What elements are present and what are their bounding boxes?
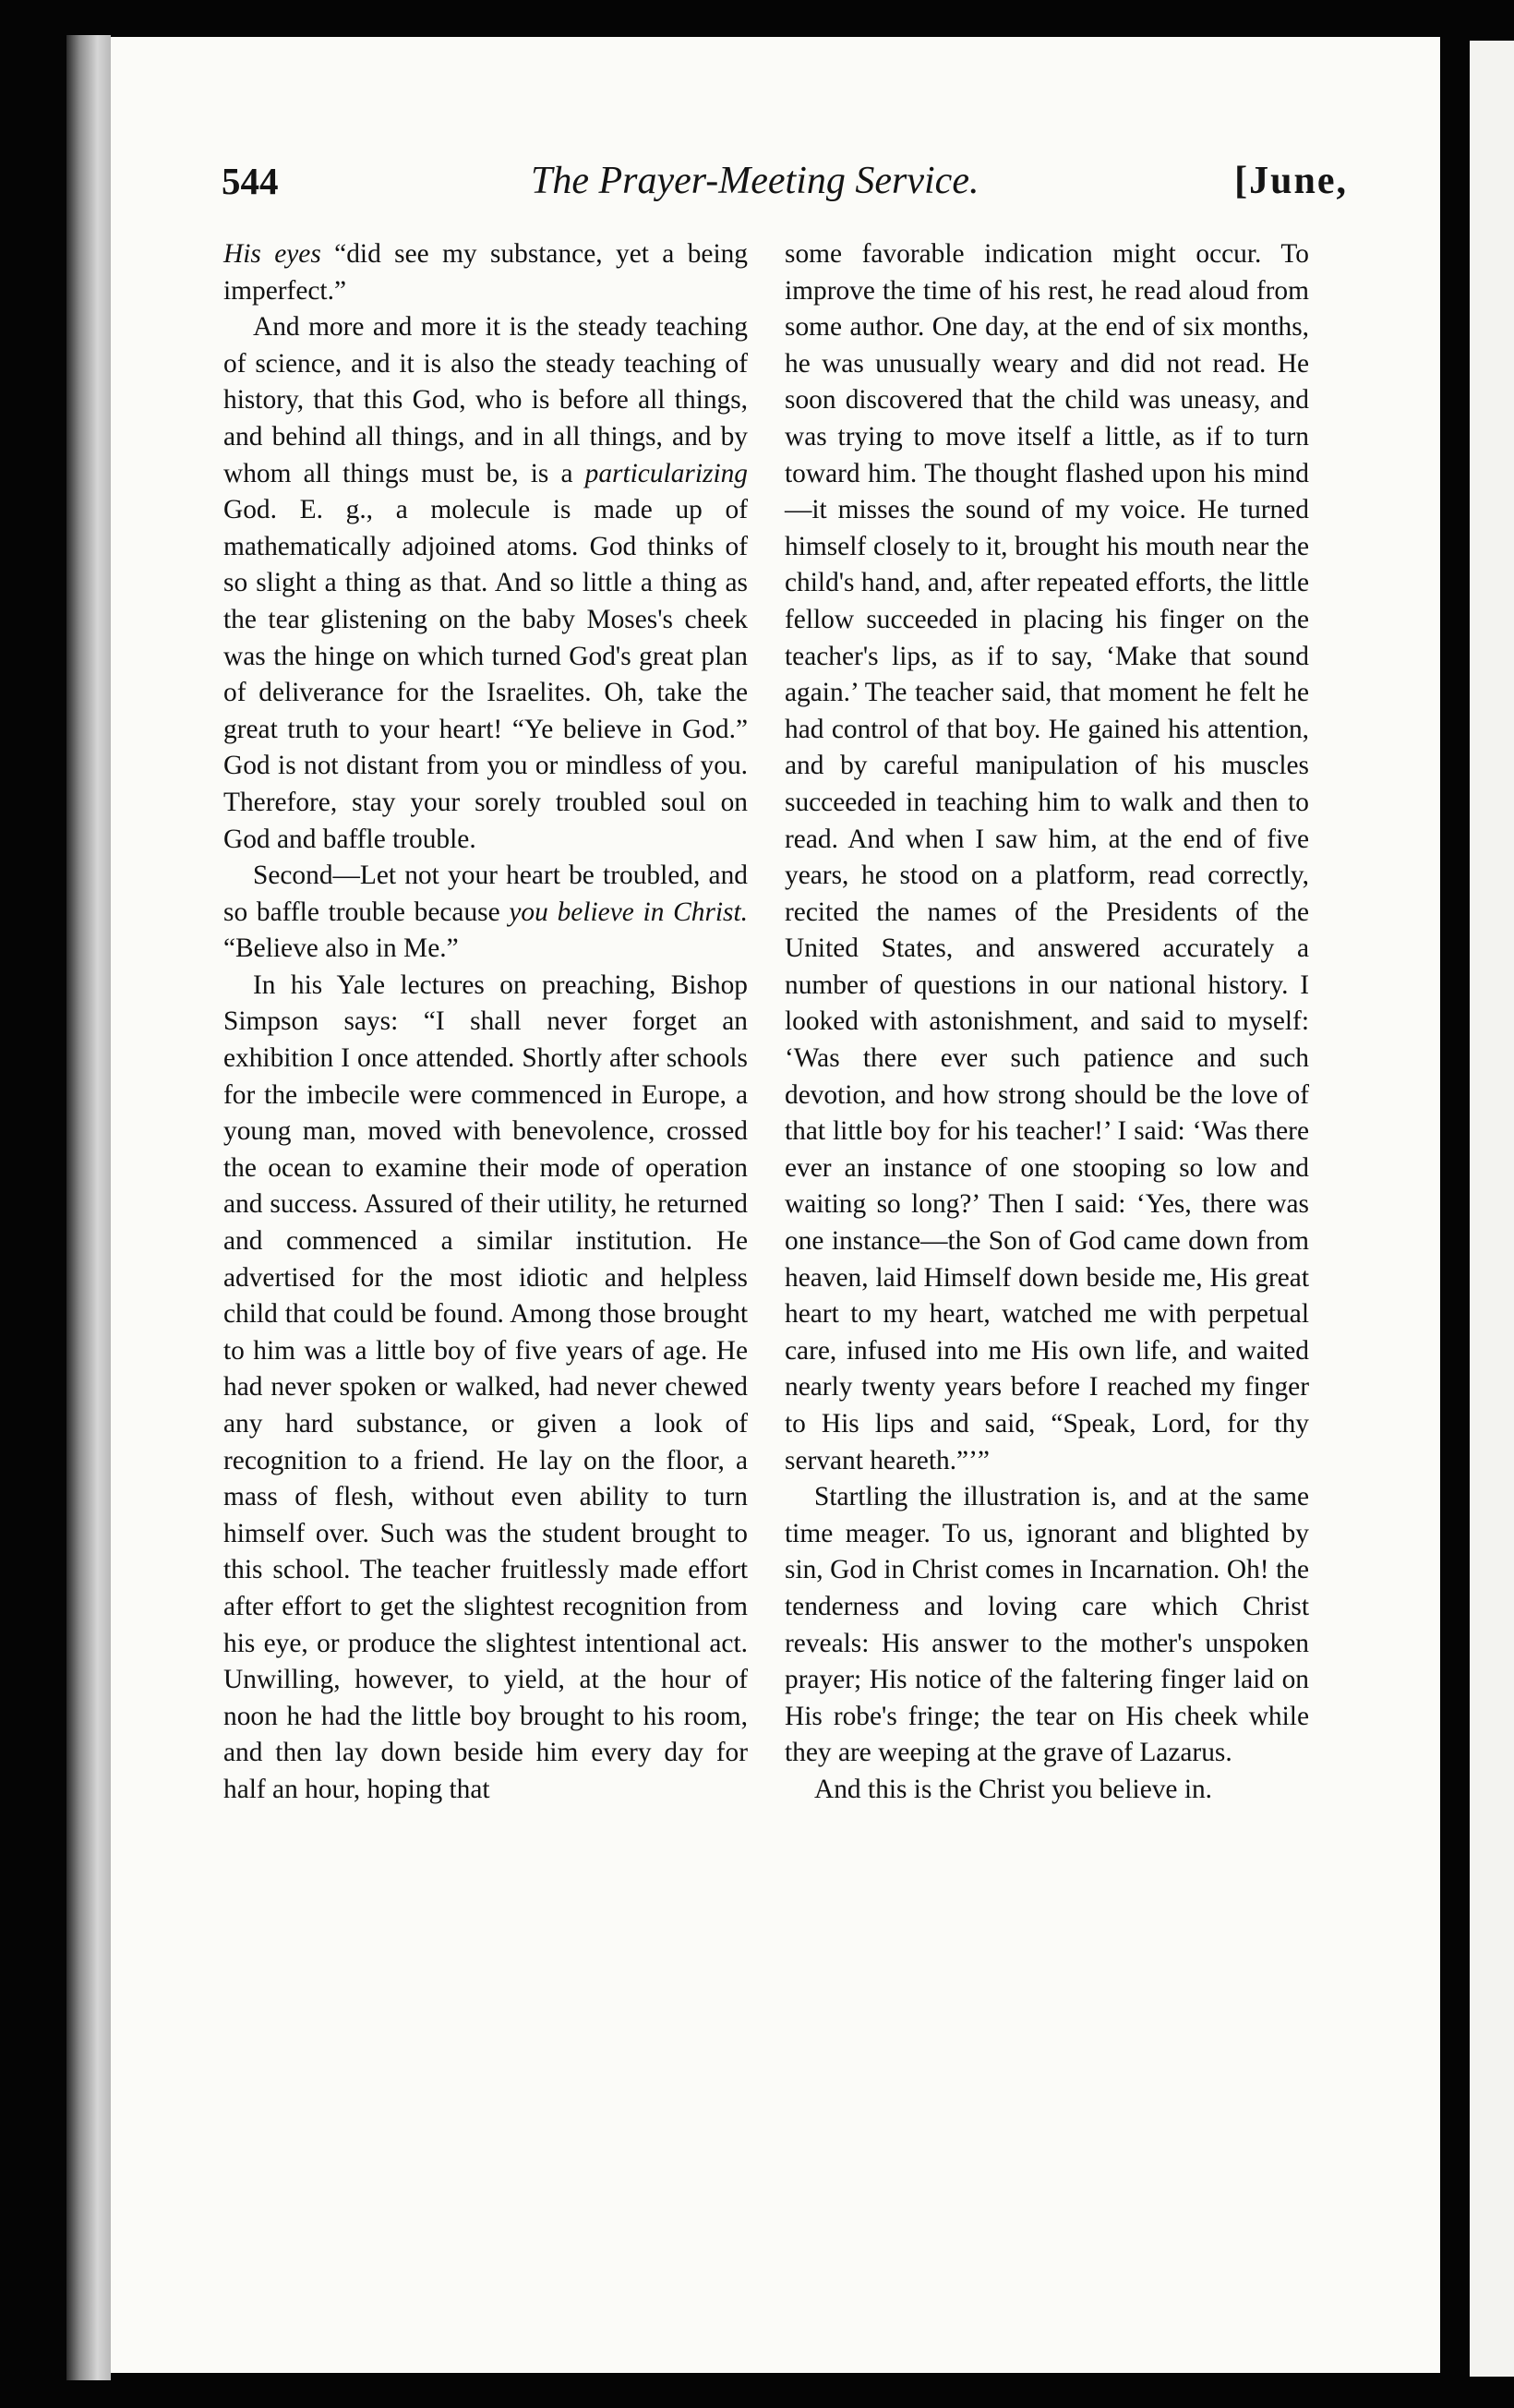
paragraph: His eyes “did see my substance, yet a being imperfect.”: [223, 239, 749, 306]
right-column: [785, 236, 1309, 1809]
paragraph: In his Yale lectures on preaching, Bishop Simpson says: “I shall never forget an exhibition I once attended. Shortly after schools for the imbecile were commenced in Europe, a young man, moved with benevolence, crossed the ocean to examine their mode of operation and success. Assured of their utility, he returned and commenced a similar institution. He advertised for the most idiotic and helpless child that could be found. Among those brought to him was a little boy of five years of age. He had never spoken or walked, had never chewed any hard substance, or given a look of recognition to a friend. He lay on the floor, a mass of flesh, without even ability to turn himself over. Such was the student brought to this school. The teacher fruitlessly made effort after effort to get the slightest recognition from his eye, or produce the slightest intentional act. Unwilling, however, to yield, at the hour of noon he had the little boy brought to his room, and then lay down beside him every day for half an hour, hoping that: [223, 969, 748, 1804]
paragraph: some favorable indication might occur. To improve the time of his rest, he read aloud from some author. One day, at the end of six months, he was unusually weary and did not read. He soon discovered that the child was uneasy, and was trying to move itself a little, as if to turn toward him. The thought flashed upon his mind—it misses the sound of my voice. He turned himself closely to it, brought his mouth near the child's hand, and, after repeated efforts, the little fellow succeeded in placing his finger on the teacher's lips, as if to say, ‘Make that sound again.’ The teacher said, that moment he felt he had control of that boy. He gained his attention, and by careful manipulation of his muscles succeeded in teaching him to walk and then to read. And when I saw him, at the end of five years, he stood on a platform, read correctly, recited the names of the Presidents of the United States, and answered accurately a number of questions in our national history. I looked with astonishment, and said to myself: ‘Was there ever such patience and such devotion, and how strong should be the love of that little boy for his teacher!’ I said: ‘Was there ever an instance of one stooping so low and waiting so long?’ Then I said: ‘Yes, there was one instance—the Son of God came down from heaven, laid Himself down beside me, His great heart to my heart, watched me with perpetual care, infused into me His own life, and waited nearly twenty years before I reached my finger to His lips and said, “Speak, Lord, for thy servant heareth.”’”: [785, 239, 1309, 1475]
italic-phrase: particularizing: [584, 458, 748, 488]
left-column: [223, 236, 748, 1809]
book-binding-gutter: [66, 35, 111, 2380]
page-header: [222, 159, 1348, 223]
running-month: [June,: [1234, 160, 1348, 202]
running-title: The Prayer-Meeting Service.: [531, 160, 979, 202]
italic-phrase: His eyes: [223, 239, 321, 269]
paragraph: And more and more it is the steady teaching of science, and it is also the steady teaching of history, that this God, who is before all things, and behind all things, and in all things, and by whom all things must be, is a particularizing God. E. g., a molecule is made up of mathematically adjoined atoms. God thinks of so slight a thing as that. And so little a thing as the tear glistening on the baby Moses's cheek was the hinge on which turned God's great plan of deliverance for the Israelites. Oh, take the great truth to your heart! “Ye believe in God.” God is not distant from you or mindless of you. Therefore, stay your sorely troubled soul on God and baffle trouble.: [223, 312, 748, 854]
page-number: 544: [222, 160, 279, 202]
italic-phrase: you believe in Christ.: [509, 897, 748, 927]
paragraph: And this is the Christ you believe in.: [814, 1774, 1213, 1804]
facing-page-edge: [1470, 41, 1514, 2377]
paragraph: Second—Let not your heart be troubled, and so baffle trouble because you believe in Christ. “Believe also in Me.”: [223, 861, 748, 964]
paragraph: Startling the illustration is, and at the same time meager. To us, ignorant and blighted by sin, God in Christ comes in Incarnation. Oh! the tenderness and loving care which Christ reveals: His answer to the mother's unspoken prayer; His notice of the faltering finger laid on His robe's fringe; the tear on His cheek while they are weeping at the grave of Lazarus.: [785, 1482, 1309, 1768]
